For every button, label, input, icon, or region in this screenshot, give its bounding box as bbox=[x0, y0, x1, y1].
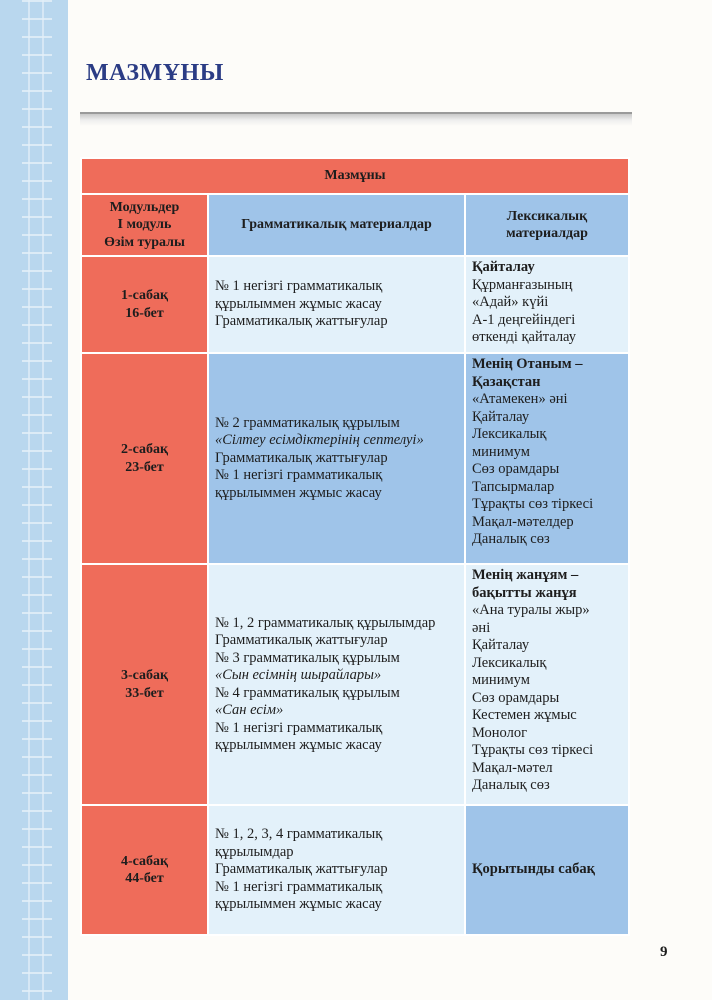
header-modules bbox=[81, 194, 208, 256]
lexical-line: А-1 деңгейіндегі bbox=[472, 311, 576, 328]
lexical-line: Тапсырмалар bbox=[472, 478, 555, 495]
lesson-page: 16-бет bbox=[125, 305, 164, 321]
lexical-line: Қорытынды сабақ bbox=[472, 861, 595, 878]
table-row bbox=[81, 805, 629, 935]
lexical-line: Лексикалық bbox=[472, 426, 547, 442]
grammar-line: құрылыммен жұмыс жасау bbox=[215, 484, 382, 501]
lexical-line: Сөз орамдары bbox=[472, 689, 560, 706]
header-modules-line2: І модуль bbox=[117, 217, 172, 233]
lesson-cell bbox=[81, 805, 208, 935]
grammar-line: № 2 грамматикалық құрылым bbox=[215, 414, 400, 431]
header-modules-line1: Модульдер bbox=[109, 199, 180, 215]
lexical-line: Қайталау bbox=[472, 408, 530, 425]
lexical-line: өткенді қайталау bbox=[472, 329, 576, 345]
lexical-line: Даналық сөз bbox=[472, 777, 550, 793]
lexical-line: Лексикалық bbox=[472, 654, 547, 671]
lexical-line: Құрманғазының bbox=[472, 276, 573, 293]
grammar-line: Грамматикалық жаттығулар bbox=[215, 313, 388, 330]
grammar-line: Грамматикалық жаттығулар bbox=[215, 449, 388, 466]
side-ornament-band bbox=[0, 0, 68, 1000]
grammar-line: «Сын есімнің шырайлары» bbox=[215, 667, 382, 683]
grammar-line: № 1 негізгі грамматикалық bbox=[215, 719, 383, 736]
grammar-line: Грамматикалық жаттығулар bbox=[215, 632, 388, 648]
table-row bbox=[81, 256, 629, 353]
header-lexical-line2: материалдар bbox=[506, 226, 588, 241]
page-number: 9 bbox=[660, 944, 668, 960]
header-lexical-line1: Лексикалық bbox=[506, 208, 588, 224]
lesson-page: 33-бет bbox=[125, 685, 164, 701]
grammar-cell bbox=[208, 805, 465, 935]
lesson-cell bbox=[81, 256, 208, 353]
grammar-line: құрылыммен жұмыс жасау bbox=[215, 896, 382, 913]
grammar-line: № 3 грамматикалық құрылым bbox=[215, 649, 400, 666]
lesson-page: 23-бет bbox=[125, 459, 164, 475]
contents-table bbox=[80, 157, 630, 936]
lesson-number: 2-сабақ bbox=[120, 442, 169, 457]
lexical-line: «Адай» күйі bbox=[472, 294, 549, 310]
lexical-cell bbox=[465, 805, 629, 935]
lexical-line: Мақал-мәтелдер bbox=[472, 513, 574, 530]
lexical-line: «Ана туралы жыр» bbox=[472, 602, 590, 618]
grammar-cell bbox=[208, 564, 465, 805]
lexical-cell bbox=[465, 256, 629, 353]
grammar-line: құрылыммен жұмыс жасау bbox=[215, 295, 382, 312]
lexical-line: Менің Отаным – bbox=[472, 356, 583, 372]
lexical-cell bbox=[465, 564, 629, 805]
lexical-line: Сөз орамдары bbox=[472, 461, 560, 477]
grammar-line: құрылымдар bbox=[215, 843, 294, 860]
kazakh-ornament-pattern bbox=[22, 0, 52, 1000]
grammar-line: № 1 негізгі грамматикалық bbox=[215, 467, 383, 484]
grammar-line: № 1, 2 грамматикалық құрылымдар bbox=[215, 614, 436, 631]
lexical-line: Мақал-мәтел bbox=[472, 759, 553, 776]
lexical-line: минимум bbox=[472, 443, 530, 460]
grammar-line: № 4 грамматикалық құрылым bbox=[215, 684, 400, 701]
lexical-line: Даналық сөз bbox=[472, 531, 550, 547]
grammar-line: «Сілтеу есімдіктерінің септелуі» bbox=[215, 432, 424, 449]
grammar-line: № 1, 2, 3, 4 грамматикалық bbox=[215, 826, 383, 843]
grammar-line: «Сан есім» bbox=[215, 702, 284, 718]
table-caption: Мазмұны bbox=[81, 158, 629, 194]
title-divider bbox=[80, 112, 632, 126]
lesson-cell bbox=[81, 564, 208, 805]
lexical-line: Кестемен жұмыс bbox=[472, 707, 577, 723]
table-row bbox=[81, 353, 629, 564]
header-lexical bbox=[465, 194, 629, 256]
lexical-line: Қайталау bbox=[472, 259, 535, 275]
lesson-number: 1-сабақ bbox=[120, 288, 169, 303]
lexical-line: әні bbox=[472, 619, 491, 636]
lesson-number: 4-сабақ bbox=[120, 853, 169, 869]
lexical-line: минимум bbox=[472, 672, 530, 688]
grammar-line: № 1 негізгі грамматикалық bbox=[215, 278, 383, 295]
grammar-cell bbox=[208, 256, 465, 353]
lesson-page: 44-бет bbox=[125, 871, 164, 886]
lexical-line: Қайталау bbox=[472, 637, 530, 653]
lesson-number: 3-сабақ bbox=[120, 668, 169, 683]
header-modules-line3: Өзім туралы bbox=[104, 234, 185, 250]
lesson-cell bbox=[81, 353, 208, 564]
header-grammar: Грамматикалық материалдар bbox=[208, 194, 465, 256]
lexical-line: Қазақстан bbox=[472, 373, 541, 390]
grammar-line: Грамматикалық жаттығулар bbox=[215, 861, 388, 878]
grammar-line: № 1 негізгі грамматикалық bbox=[215, 878, 383, 895]
grammar-line: құрылыммен жұмыс жасау bbox=[215, 737, 382, 753]
lexical-line: Менің жанұям – bbox=[472, 567, 579, 583]
lexical-line: «Атамекен» әні bbox=[472, 391, 568, 407]
lexical-cell bbox=[465, 353, 629, 564]
lexical-line: бақытты жанұя bbox=[472, 584, 577, 601]
lexical-line: Тұрақты сөз тіркесі bbox=[472, 496, 594, 512]
table-row bbox=[81, 564, 629, 805]
page-title: МАЗМҰНЫ bbox=[86, 60, 224, 86]
lexical-line: Монолог bbox=[472, 724, 528, 741]
grammar-cell bbox=[208, 353, 465, 564]
lexical-line: Тұрақты сөз тіркесі bbox=[472, 742, 594, 758]
